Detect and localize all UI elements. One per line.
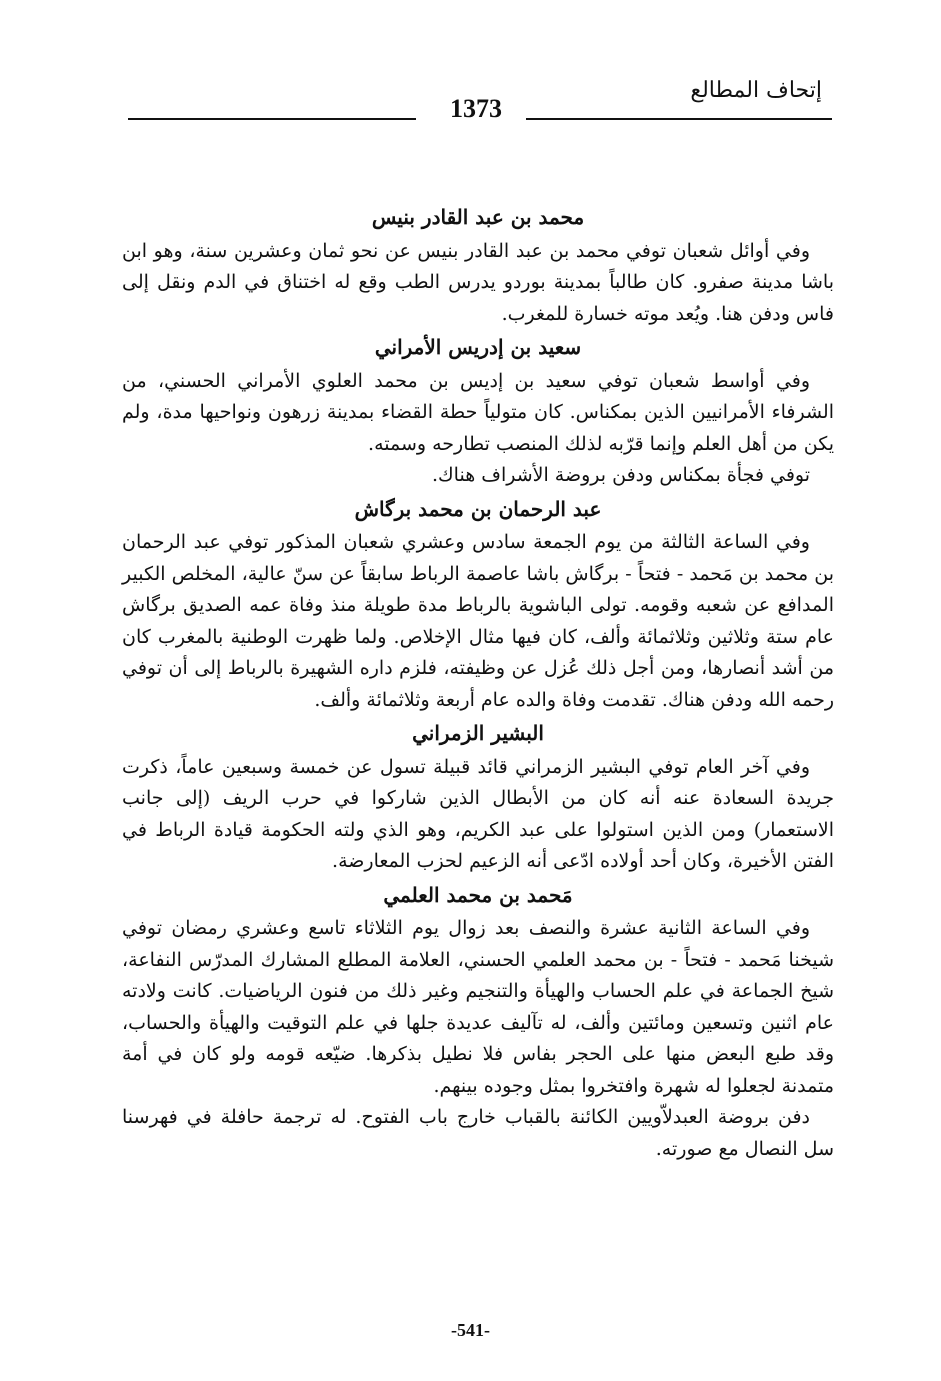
page-number: 1373 [450, 94, 502, 123]
section-heading: البشير الزمراني [412, 721, 544, 745]
obituary-section [122, 718, 834, 878]
section-heading: عبد الرحمان بن محمد برگاش [354, 496, 602, 521]
page-header [120, 70, 832, 130]
section-heading: محمد بن عبد القادر بنيس [371, 205, 585, 229]
obituary-section [122, 494, 834, 717]
paragraph: وفي أواسط شعبان توفي سعيد بن إديس بن محمد العلوي الأمراني الحسني، من الشرفاء الأمرانيين الذين بمكناس. كان متولياً حطة القضاء بمدينة زرهون ونواحيها مدة، ولم يكن من أهل العلم وإنما قرّبه لذلك المنصب تطارحه وسمته. [122, 369, 834, 455]
obituary-section [122, 202, 834, 330]
paragraph: وفي أوائل شعبان توفي محمد بن عبد القادر بنيس عن نحو ثمان وعشرين سنة، وهو ابن باشا مدينة صفرو. كان طالباً بمدينة بوردو يدرس الطب وقع له اختناق في الدم ونقل إلى فاس ودفن هنا. ويُعد موته خسارة للمغرب. [122, 239, 834, 325]
paragraph: وفي الساعة الثالثة من يوم الجمعة سادس وعشري شعبان المذكور توفي عبد الرحمان بن محمد بن مَحمد - فتحاً - برگاش باشا عاصمة الرباط سابقاً عن سنّ عالية، المخلص الكبير المدافع عن شعبه وقومه. تولى الباشوية بالرباط مدة طويلة منذ وفاة عمه الصديق برگاش عام ستة وثلاثين وثلاثمائة وألف، كان فيها مثال الإخلاص. ولما ظهرت الوطنية بالمغرب كان من أشد أنصارها، ومن أجل ذلك عُزل عن وظيفته، فلزم داره الشهيرة بالرباط إلى أن توفي رحمه الله ودفن هناك. تقدمت وفاة والده عام أربعة وثلاثمائة وألف. [122, 531, 834, 711]
section-heading: مَحمد بن محمد العلمي [383, 882, 573, 907]
obituary-section [122, 332, 834, 492]
paragraph: دفن بروضة العبدلاّويين الكائنة بالقباب خارج باب الفتوح. له ترجمة حافلة في فهرسنا سل النصال مع صورته. [122, 1106, 834, 1160]
page-content [122, 200, 834, 1165]
header-rule-left [128, 118, 416, 120]
paragraph: توفي فجأة بمكناس ودفن بروضة الأشراف هناك. [431, 464, 810, 486]
header-rule-right [526, 118, 832, 120]
paragraph: وفي آخر العام توفي البشير الزمراني قائد قبيلة تسول عن خمسة وسبعين عاماً، ذكرت جريدة السعادة عنه أنه كان من الأبطال الذين شاركوا في حرب الريف (إلى جانب الاستعمار) ومن الذين استولوا على عبد الكريم، وهو الذي ولته الحكومة قيادة الرباط في الفتن الأخيرة، وكان أحد أولاده ادّعى أنه الزعيم لحزب المعارضة. [122, 755, 834, 872]
obituary-section [122, 880, 834, 1166]
section-heading: سعيد بن إدريس الأمراني [374, 335, 582, 359]
running-title: إتحاف المطالع [690, 78, 822, 103]
paragraph: وفي الساعة الثانية عشرة والنصف بعد زوال يوم الثلاثاء تاسع وعشري رمضان توفي شيخنا مَحمد - فتحاً - بن محمد العلمي الحسني، العلامة المطلع المشارك المدرّس النفاعة، شيخ الجماعة في علم الحساب والهيأة والتنجيم وغير ذلك من فنون الرياضيات. كانت ولادته عام اثنين وتسعين ومائتين وألف، له تآليف عديدة جلها في علم التوقيت والهيأة والحساب، وقد طبع البعض منها على الحجر بفاس فلا نطيل بذكرها. ضيّعه قومه ولو كان في أمة متمدنة لجعلوا له شهرة وافتخروا بمثل وجوده بينهم. [122, 917, 834, 1097]
page-footer-number: -541- [451, 1320, 490, 1340]
